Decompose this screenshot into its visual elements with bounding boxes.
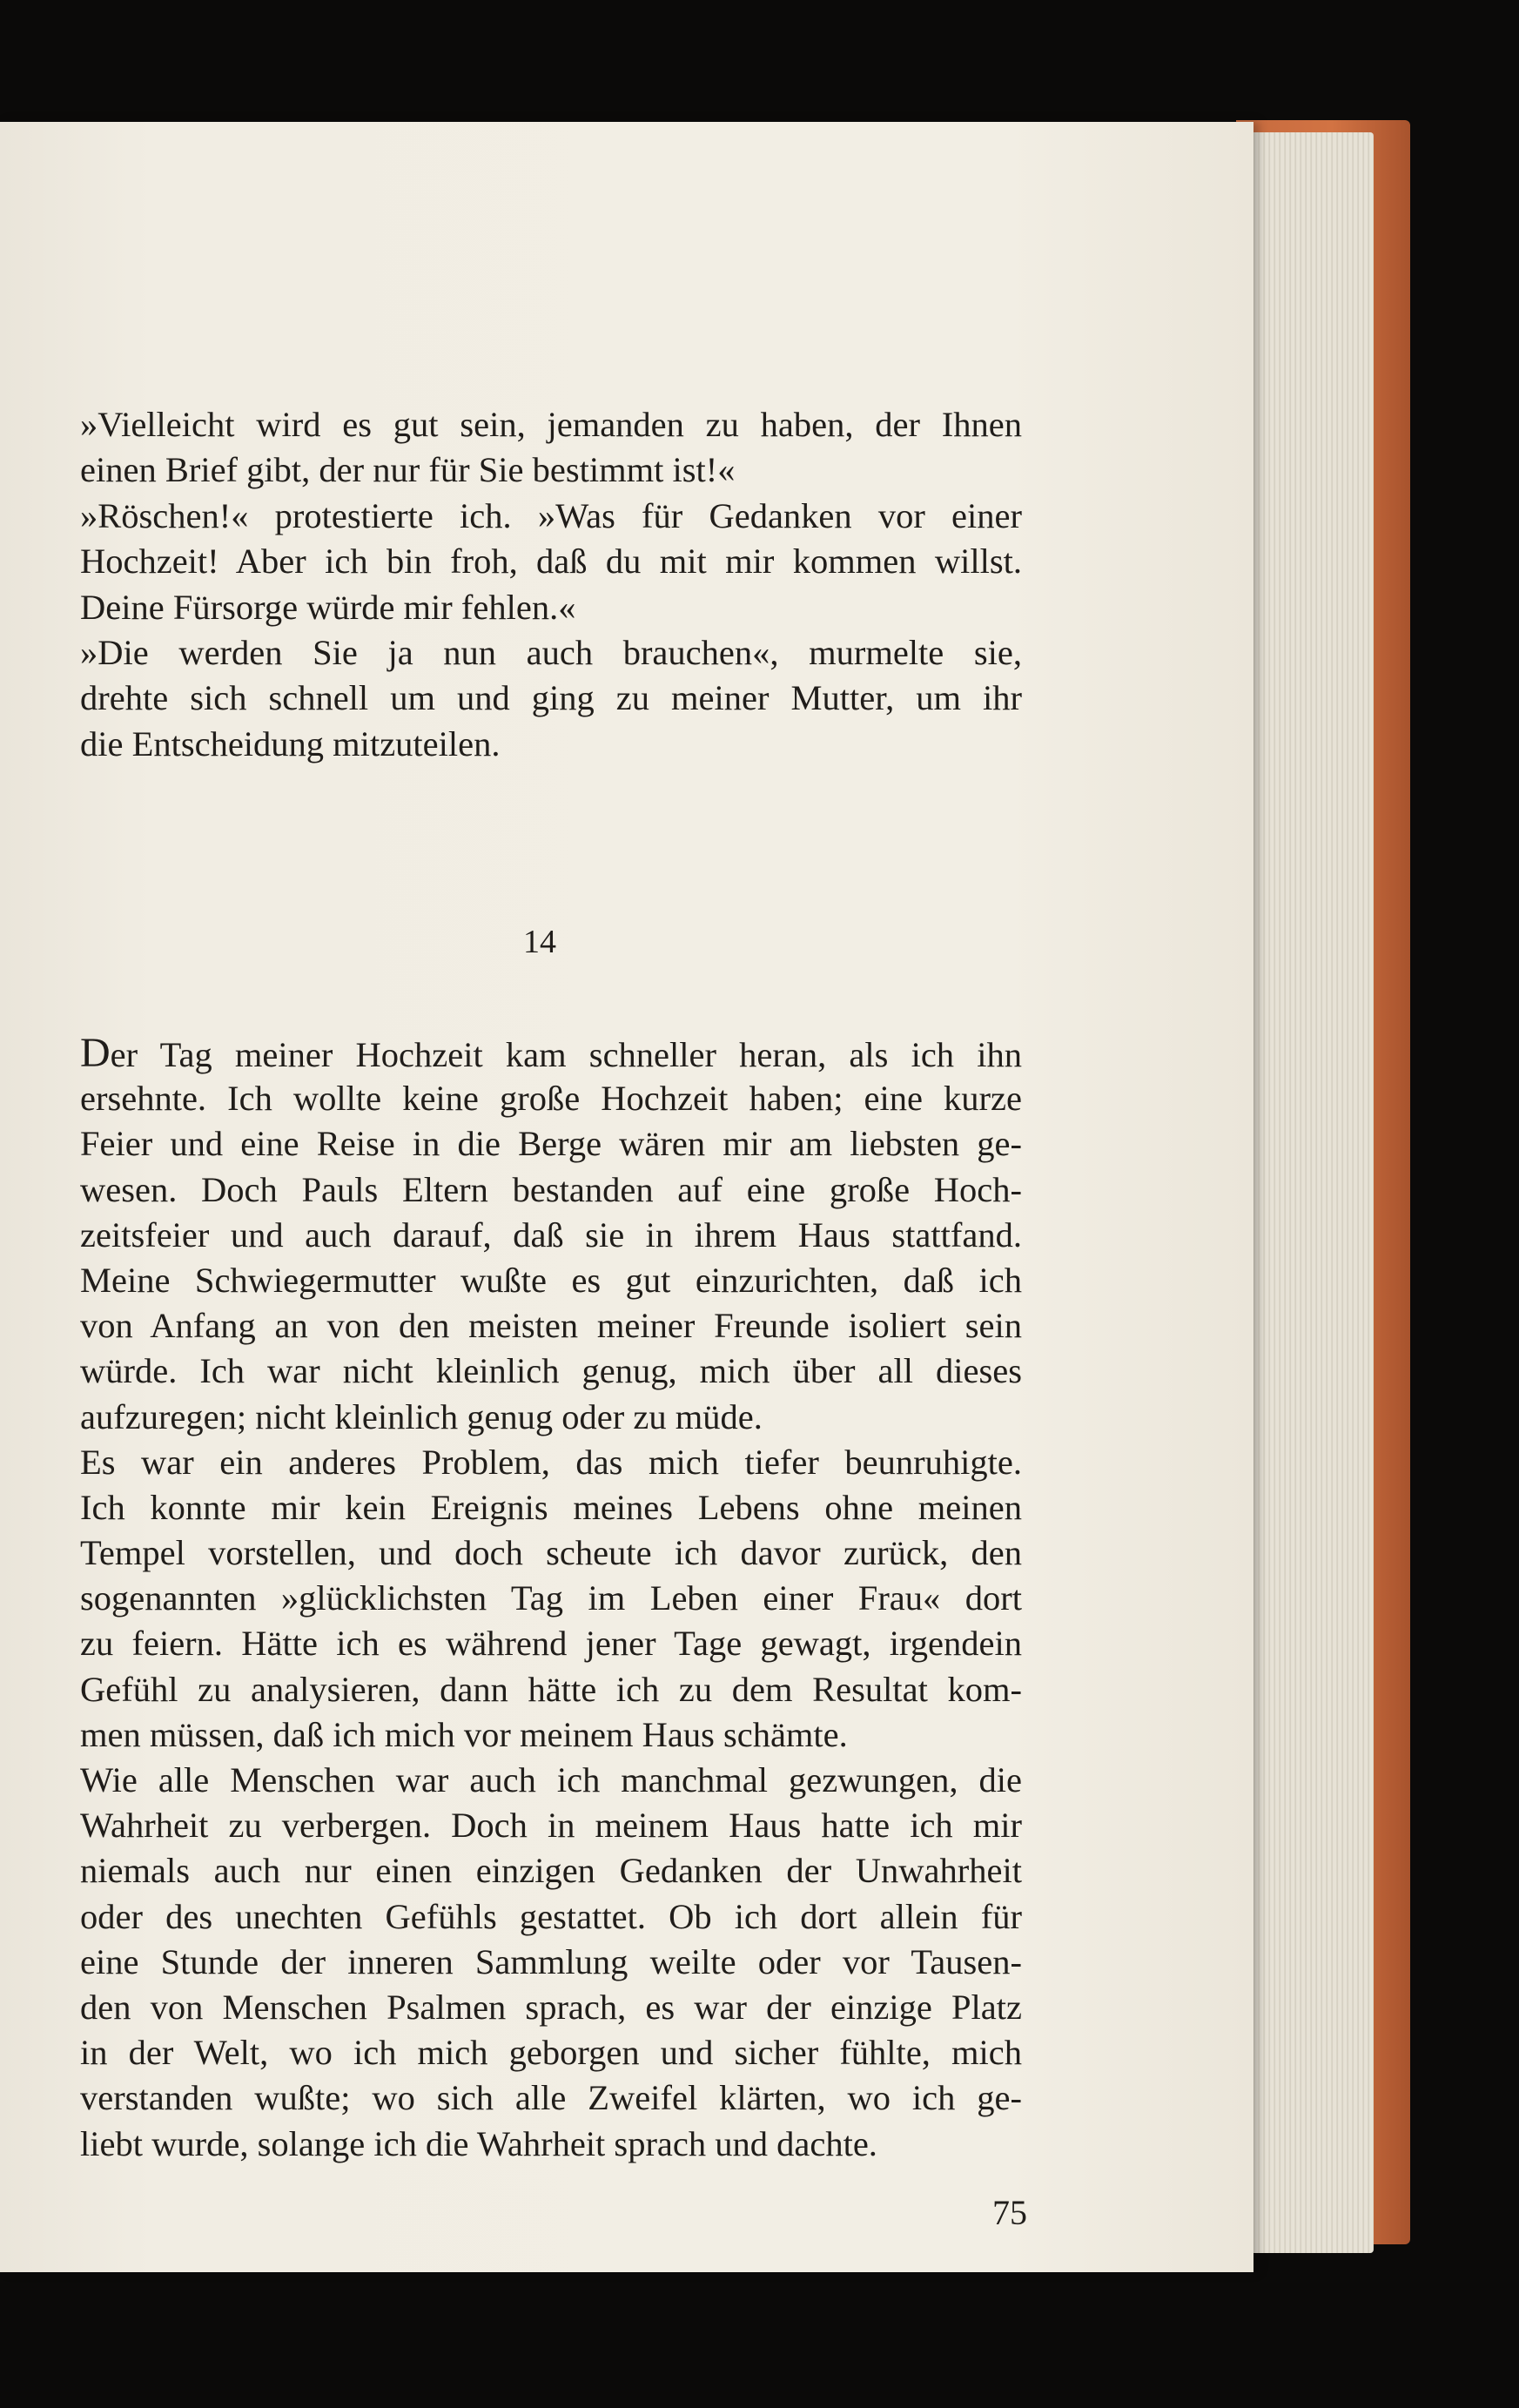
text-line: »Die werden Sie ja nun auch brauchen«, murmelte sie, [80, 632, 1022, 672]
text-line: Hochzeit! Aber ich bin froh, daß du mit mir kommen willst. [80, 541, 1022, 582]
page-number: 75 [992, 2193, 1027, 2232]
text-line: eine Stunde der inneren Sammlung weilte oder vor Tausen- [80, 1941, 1022, 1981]
text-line: niemals auch nur einen einzigen Gedanken der Unwahrheit [80, 1851, 1022, 1891]
text-line: die Entscheidung mitzuteilen. [80, 723, 501, 763]
text-line: ersehnte. Ich wollte keine große Hochzeit haben; eine kurze [80, 1079, 1022, 1119]
text-line: Wie alle Menschen war auch ich manchmal gezwungen, die [80, 1760, 1022, 1799]
opening-paragraphs [80, 402, 1022, 767]
text-line: Wahrheit zu verbergen. Doch in meinem Haus hatte ich mir [80, 1806, 1022, 1846]
text-line: Ich konnte mir kein Ereignis meines Lebens ohne meinen [80, 1487, 1022, 1527]
text-line: »Röschen!« protestierte ich. »Was für Gedanken vor einer [80, 495, 1022, 535]
text-line: oder des unechten Gefühls gestattet. Ob ich dort allein für [80, 1896, 1022, 1936]
chapter-first-line-rest: er Tag meiner Hochzeit kam schneller heran, als ich ihn [110, 1035, 1022, 1074]
chapter-first-line [80, 1031, 1022, 1076]
text-line: von Anfang an von den meisten meiner Freunde isoliert sein [80, 1306, 1022, 1346]
text-line: men müssen, daß ich mich vor meinem Haus schämte. [80, 1714, 848, 1754]
book-page [0, 122, 1254, 2272]
text-line: Meine Schwiegermutter wußte es gut einzurichten, daß ich [80, 1260, 1022, 1300]
text-line: drehte sich schnell um und ging zu meiner Mutter, um ihr [80, 678, 1022, 718]
page-stack-edge [1234, 132, 1374, 2253]
text-line: würde. Ich war nicht kleinlich genug, mich über all dieses [80, 1351, 1022, 1391]
text-line: Gefühl zu analysieren, dann hätte ich zu dem Resultat kom- [80, 1669, 1022, 1709]
chapter-initial: D [80, 1030, 111, 1076]
text-line: Tempel vorstellen, und doch scheute ich davor zurück, den [80, 1533, 1022, 1573]
text-line: aufzuregen; nicht kleinlich genug oder zu müde. [80, 1396, 763, 1436]
text-line: verstanden wußte; wo sich alle Zweifel klärten, wo ich ge- [80, 2078, 1022, 2118]
text-line: einen Brief gibt, der nur für Sie bestimmt ist!« [80, 450, 736, 490]
chapter-text [80, 1031, 1022, 2167]
text-line: zeitsfeier und auch darauf, daß sie in ihrem Haus stattfand. [80, 1214, 1022, 1254]
text-line: Feier und eine Reise in die Berge wären mir am liebsten ge- [80, 1124, 1022, 1164]
text-line: zu feiern. Hätte ich es während jener Tage gewagt, irgendein [80, 1624, 1022, 1664]
text-line: Es war ein anderes Problem, das mich tiefer beunruhigte. [80, 1442, 1022, 1482]
text-line: den von Menschen Psalmen sprach, es war der einzige Platz [80, 1987, 1022, 2027]
text-line: »Vielleicht wird es gut sein, jemanden zu haben, der Ihnen [80, 405, 1022, 444]
chapter-number: 14 [523, 924, 556, 960]
text-line: liebt wurde, solange ich die Wahrheit sprach und dachte. [80, 2123, 877, 2163]
text-line: in der Welt, wo ich mich geborgen und sicher fühlte, mich [80, 2033, 1022, 2073]
text-line: wesen. Doch Pauls Eltern bestanden auf eine große Hoch- [80, 1169, 1022, 1209]
text-line: Deine Fürsorge würde mir fehlen.« [80, 587, 576, 627]
text-line: sogenannten »glücklichsten Tag im Leben einer Frau« dort [80, 1578, 1022, 1618]
